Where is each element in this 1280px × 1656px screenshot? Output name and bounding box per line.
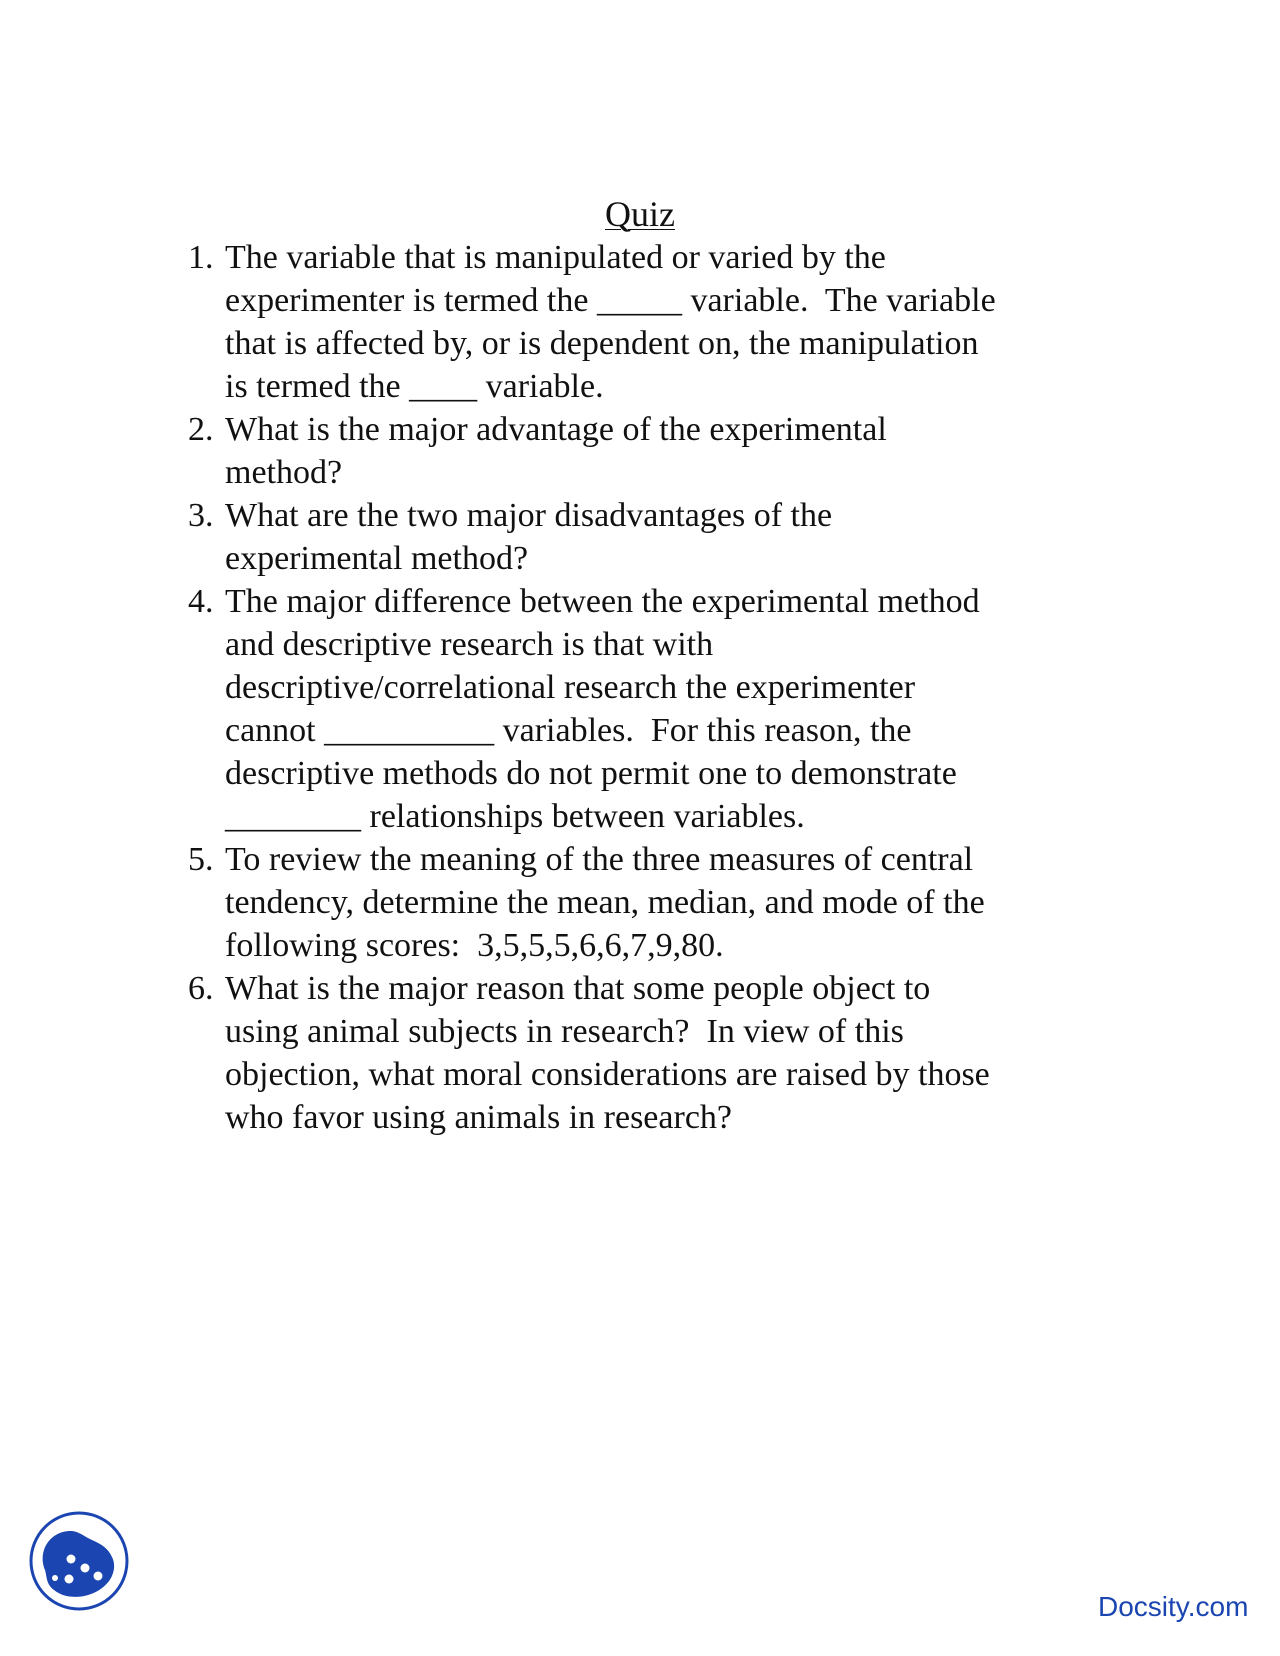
- logo-dot: [65, 1575, 74, 1584]
- question-item-1: [188, 236, 1088, 408]
- question-text-line: To review the meaning of the three measures of central: [225, 841, 974, 878]
- logo-dot: [52, 1575, 58, 1581]
- docsity-logo-icon: [26, 1508, 132, 1614]
- question-text-line: What are the two major disadvantages of the: [225, 497, 833, 534]
- question-item-5: [188, 838, 1088, 967]
- question-text-line: What is the major advantage of the experimental: [225, 411, 887, 448]
- question-list: [188, 236, 1088, 1139]
- question-text-line: is termed the ____ variable.: [225, 368, 604, 405]
- question-item-2: [188, 408, 1088, 494]
- question-number: 6.: [188, 970, 214, 1007]
- question-text-line: following scores: 3,5,5,5,6,6,7,9,80.: [225, 927, 724, 964]
- question-text-line: objection, what moral considerations are raised by those: [225, 1056, 990, 1093]
- question-text-line: ________ relationships between variables.: [225, 798, 805, 835]
- question-item-6: [188, 967, 1088, 1139]
- question-number: 4.: [188, 583, 214, 620]
- question-text-line: What is the major reason that some people object to: [225, 970, 931, 1007]
- question-number: 2.: [188, 411, 214, 448]
- docsity-brand-text: Docsity.com: [1098, 1591, 1249, 1622]
- question-text-line: cannot __________ variables. For this reason, the: [225, 712, 912, 749]
- document-title: Quiz: [605, 194, 675, 234]
- logo-body: [43, 1531, 114, 1597]
- logo-dot: [67, 1555, 76, 1564]
- question-text-line: The major difference between the experimental method: [225, 583, 980, 620]
- question-number: 3.: [188, 497, 214, 534]
- question-text-line: experimental method?: [225, 540, 529, 577]
- question-text-line: who favor using animals in research?: [225, 1099, 732, 1136]
- question-text-line: that is affected by, or is dependent on, the manipulation: [225, 325, 979, 362]
- question-number: 1.: [188, 239, 214, 276]
- question-text-line: method?: [225, 454, 343, 491]
- question-text-line: and descriptive research is that with: [225, 626, 714, 663]
- question-item-3: [188, 494, 1088, 580]
- question-text-line: descriptive methods do not permit one to demonstrate: [225, 755, 957, 792]
- question-text-line: descriptive/correlational research the experimenter: [225, 669, 916, 706]
- question-text-line: tendency, determine the mean, median, and mode of the: [225, 884, 985, 921]
- logo-dot: [81, 1564, 90, 1573]
- question-text-line: using animal subjects in research? In view of this: [225, 1013, 904, 1050]
- question-text-line: The variable that is manipulated or varied by the: [225, 239, 886, 276]
- question-item-4: [188, 580, 1088, 838]
- question-text-line: experimenter is termed the _____ variable. The variable: [225, 282, 996, 319]
- question-number: 5.: [188, 841, 214, 878]
- logo-dot: [94, 1572, 103, 1581]
